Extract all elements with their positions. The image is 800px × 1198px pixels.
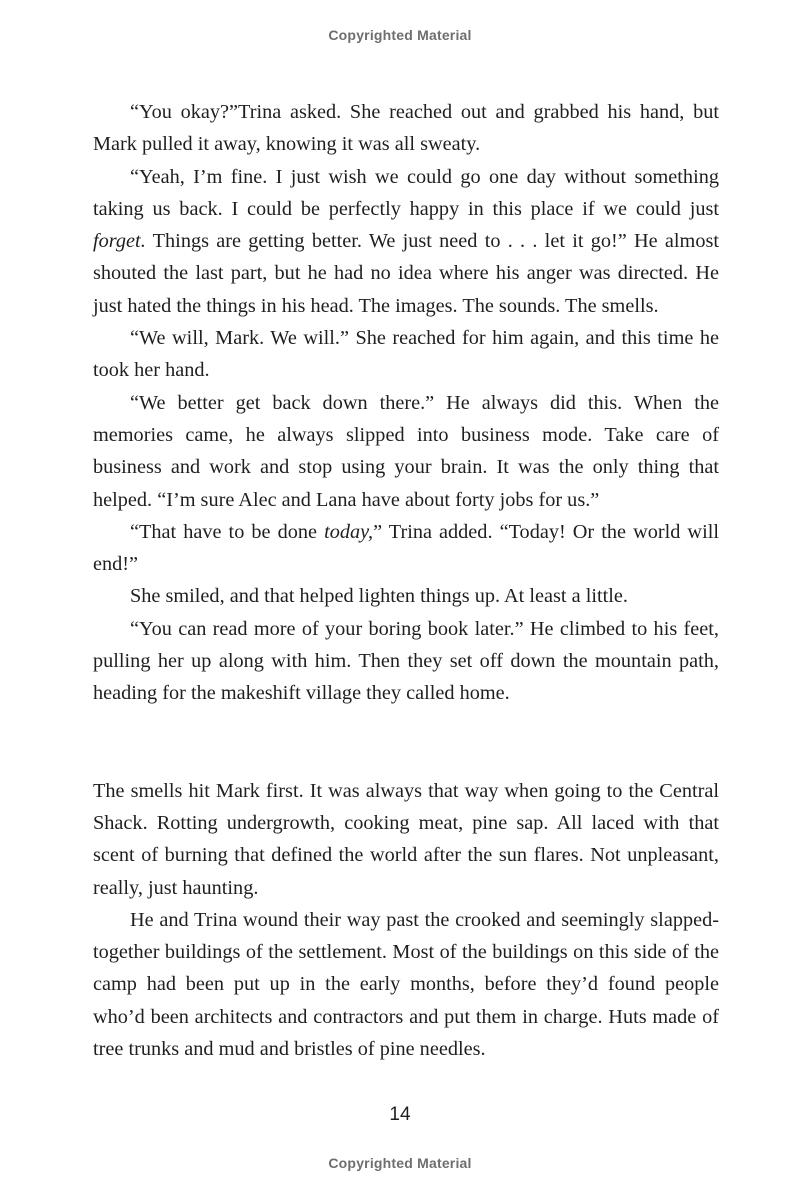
paragraph: She smiled, and that helped lighten things up. At least a little. [130, 585, 628, 608]
paragraph: “That have to be done today,” Trina added. “Today! Or the world will end!” [93, 520, 719, 576]
emphasis: forget. [93, 230, 146, 253]
paragraph: “You okay?”Trina asked. She reached out and grabbed his hand, but Mark pulled it away, knowing it was all sweaty. [93, 101, 719, 156]
paragraph: “We better get back down there.” He always did this. When the memories came, he always slipped into business mode. Take care of business and work and stop using your brain. It was the only thing that helped. “I’m sure Alec and Lana have about forty jobs for us.” [93, 391, 719, 511]
paragraph: He and Trina wound their way past the crooked and seemingly slapped-together buildings of the settlement. Most of the buildings on this side of the camp had been put up in the early months, before they’d found people who’d been architects and contractors and put them in charge. Huts made of tree trunks and mud and bristles of pine needles. [93, 908, 719, 1061]
emphasis: today, [324, 520, 374, 543]
paragraph: “We will, Mark. We will.” She reached for him again, and this time he took her hand. [93, 327, 719, 382]
paragraph: The smells hit Mark first. It was always that way when going to the Central Shack. Rotting undergrowth, cooking meat, pine sap. All laced with that scent of burning that defined the world after the sun flares. Not unpleasant, really, just haunting. [93, 779, 719, 899]
copyright-banner-top: Copyrighted Material [328, 27, 472, 43]
page-body [93, 96, 719, 1065]
paragraph: “You can read more of your boring book later.” He climbed to his feet, pulling her up along with him. Then they set off down the mountain path, heading for the makeshift village they called home. [93, 617, 719, 705]
paragraph: “Yeah, I’m fine. I just wish we could go one day without something taking us back. I could be perfectly happy in this place if we could just forget. Things are getting better. We just need to . . . let it go!” He almost shouted the last part, but he had no idea where his anger was directed. He just hated the things in his head. The images. The sounds. The smells. [93, 165, 719, 317]
page-number: 14 [389, 1104, 411, 1125]
section-break [93, 710, 719, 775]
copyright-banner-bottom: Copyrighted Material [328, 1155, 472, 1171]
